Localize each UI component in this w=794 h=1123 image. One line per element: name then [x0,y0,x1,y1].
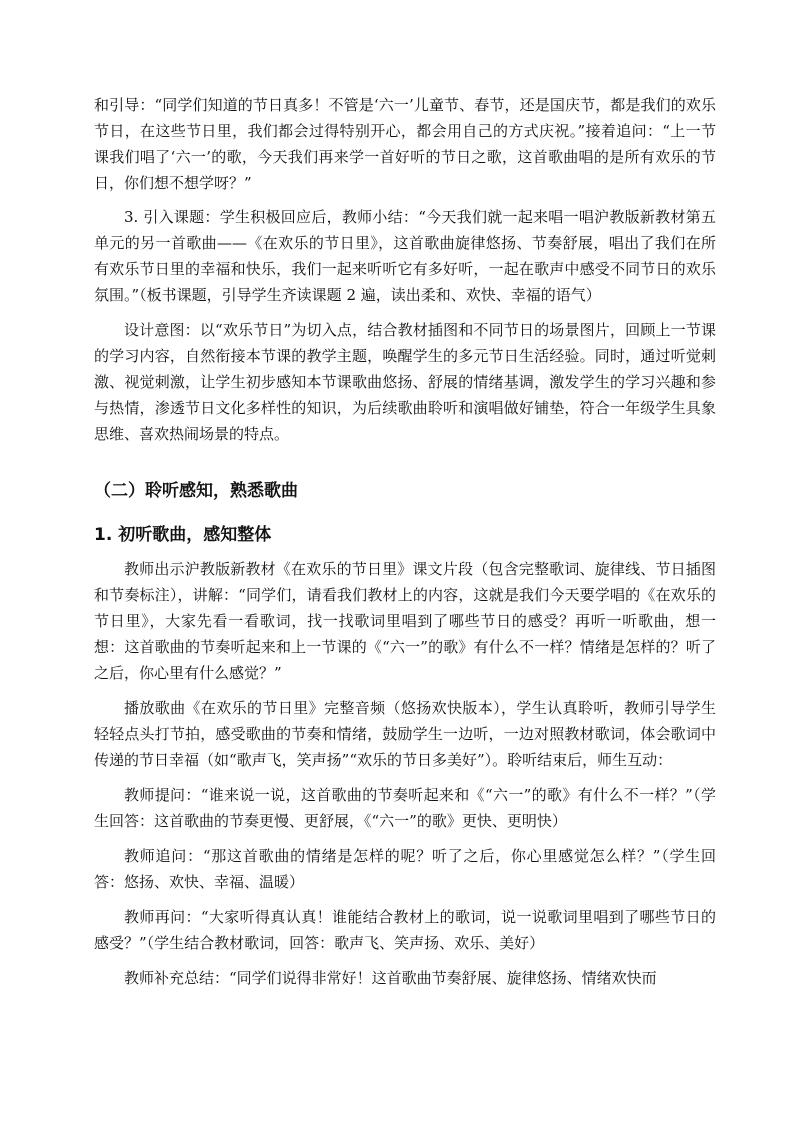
paragraph-introduce-topic: 3. 引入课题：学生积极回应后，教师小结：“今天我们就一起来唱一唱沪教版新教材第五单元的另一首歌曲——《在欢乐的节日里》，这首歌曲旋律悠扬、节奏舒展，唱出了我们在所有欢乐节日里的幸福和快乐，我们一起来听听它有多好听，一起在歌声中感受不同节日的欢乐氛围。”（板书课题，引导学生齐读课题 2 遍，读出柔和、欢快、幸福的语气） [94,208,716,304]
paragraph-design-intent: 设计意图：以“欢乐节日”为切入点，结合教材插图和不同节日的场景图片，回顾上一节课的学习内容，自然衔接本节课的教学主题，唤醒学生的多元节日生活经验。同时，通过听觉刺激、视觉刺激，让学生初步感知本节课歌曲悠扬、舒展的情绪基调，激发学生的学习兴趣和参与热情，渗透节日文化多样性的知识，为后续歌曲聆听和演唱做好铺垫，符合一年级学生具象思维、喜欢热闹场景的特点。 [94,321,716,443]
section-heading: （二）聆听感知，熟悉歌曲 [94,481,298,501]
paragraph-teacher-ask-again: 教师再问：“大家听得真认真！谁能结合教材上的歌词，说一说歌词里唱到了哪些节日的感受？”（学生结合教材歌词，回答：歌声飞、笑声扬、欢乐、美好） [94,908,716,952]
paragraph-intro-continued: 和引导：“同学们知道的节日真多！不管是‘六一’儿童节、春节，还是国庆节，都是我们的欢乐节日，在这些节日里，我们都会过得特别开心，都会用自己的方式庆祝。”接着追问：“上一节课我们唱了‘六一’的歌，今天我们再来学一首好听的节日之歌，这首歌曲唱的是所有欢乐的节日，你们想不想学呀？” [94,96,716,192]
document-page [94,92,716,991]
paragraph-teacher-followup: 教师追问：“那这首歌曲的情绪是怎样的呢？听了之后，你心里感觉怎么样？”（学生回答：悠扬、欢快、幸福、温暖） [94,847,716,891]
paragraph-teacher-question: 教师提问：“谁来说一说，这首歌曲的节奏听起来和《“六一”的歌》有什么不一样？”（学生回答：这首歌曲的节奏更慢、更舒展，《“六一”的歌》更快、更明快） [94,786,716,830]
paragraph-present-text: 教师出示沪教版新教材《在欢乐的节日里》课文片段（包含完整歌词、旋律线、节日插图和节奏标注），讲解：“同学们，请看我们教材上的内容，这就是我们今天要学唱的《在欢乐的节日里》，大家先看一看歌词，找一找歌词里唱到了哪些节日的感受？再听一听歌曲，想一想：这首歌曲的节奏听起来和上一节课的《“六一”的歌》有什么不一样？情绪是怎样的？听了之后，你心里有什么感觉？” [94,560,716,682]
paragraph-teacher-summary: 教师补充总结：“同学们说得非常好！这首歌曲节奏舒展、旋律悠扬、情绪欢快而 [124,969,657,987]
subsection-heading: 1. 初听歌曲，感知整体 [94,525,272,545]
paragraph-play-song: 播放歌曲《在欢乐的节日里》完整音频（悠扬欢快版本），学生认真聆听，教师引导学生轻轻点头打节拍，感受歌曲的节奏和情绪，鼓励学生一边听，一边对照教材歌词，体会歌词中传递的节日幸福（如“歌声飞，笑声扬”“欢乐的节日多美好”）。聆听结束后，师生互动： [94,699,716,769]
